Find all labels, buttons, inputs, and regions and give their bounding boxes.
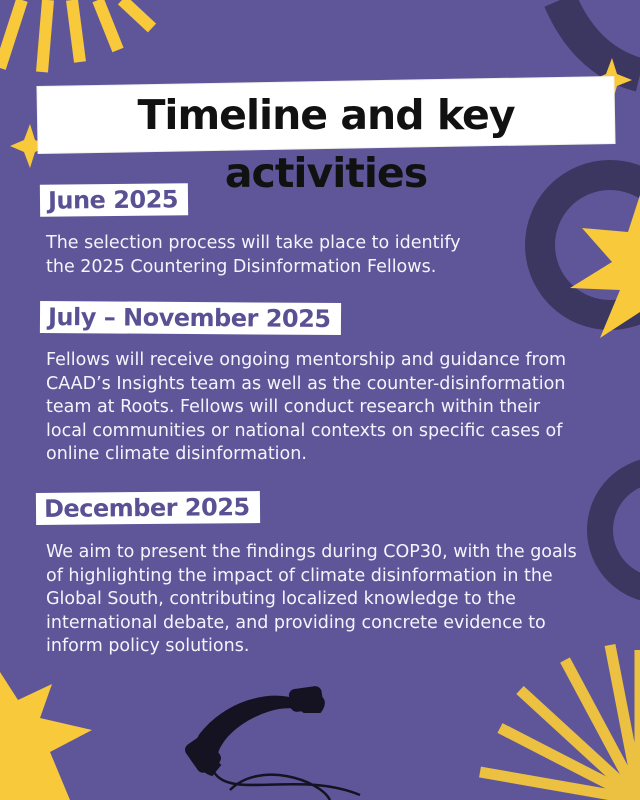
text-line: CAAD’s Insights team as well as the counter-disinformation bbox=[46, 373, 566, 394]
text-line: of highlighting the impact of climate disinformation in the bbox=[46, 565, 553, 586]
top-right-ring-shape bbox=[560, 0, 640, 75]
text-line: The selection process will take place to identify bbox=[46, 233, 461, 253]
top-left-starburst-icon bbox=[0, 0, 152, 72]
section-text-july-november bbox=[46, 349, 566, 467]
telephone-handset-icon bbox=[183, 686, 360, 800]
text-line: We aim to present the findings during COP30, with the goals bbox=[46, 542, 577, 562]
lower-right-ring-shape bbox=[600, 470, 640, 590]
section-text-december bbox=[46, 541, 577, 659]
section-label-july-november: July – November 2025 bbox=[40, 301, 341, 335]
section-label-june: June 2025 bbox=[40, 183, 188, 217]
text-line: inform policy solutions. bbox=[46, 636, 250, 656]
text-line: Global South, contributing localized knowledge to the bbox=[46, 589, 516, 609]
text-line: the 2025 Countering Disinformation Fellows. bbox=[46, 256, 437, 277]
text-line: online climate disinformation. bbox=[46, 444, 307, 464]
section-text-june bbox=[46, 232, 461, 279]
page-title: Timeline and key activities bbox=[137, 91, 515, 197]
bottom-left-starburst-icon bbox=[0, 672, 92, 800]
bottom-right-starburst-icon bbox=[480, 645, 640, 800]
text-line: Fellows will receive ongoing mentorship and guidance from bbox=[46, 350, 567, 370]
text-line: local communities or national contexts on specific cases of bbox=[46, 420, 563, 441]
section-label-december: December 2025 bbox=[36, 491, 260, 525]
text-line: team at Roots. Fellows will conduct research within their bbox=[46, 397, 541, 417]
text-line: international debate, and providing concrete evidence to bbox=[46, 612, 546, 633]
